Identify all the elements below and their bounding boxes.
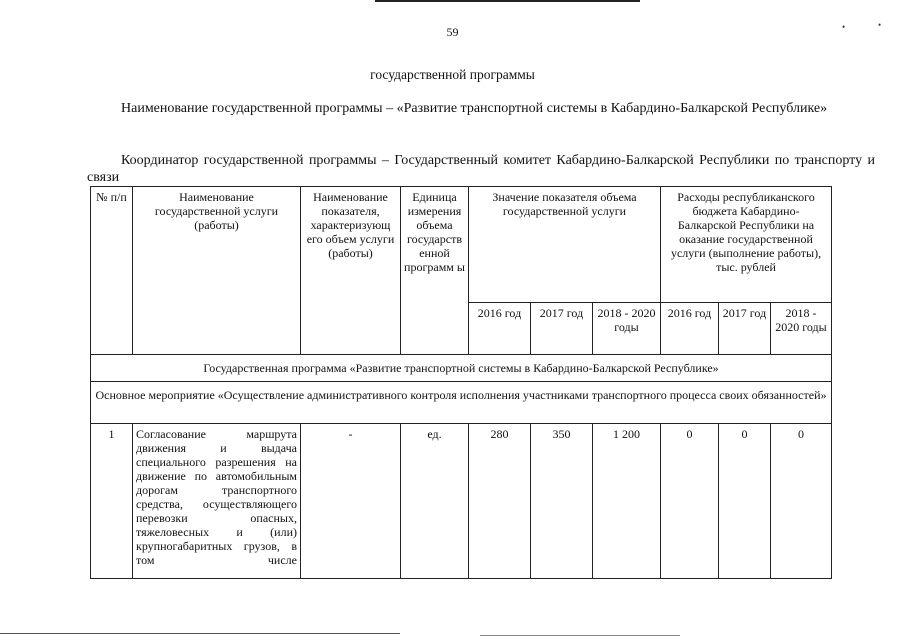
subsection-title: Основное мероприятие «Осуществление административного контроля исполнения участниками транспортного процесса своих обязанностей» (91, 382, 832, 424)
col-header-expense-2018-2020: 2018 - 2020 годы (771, 303, 832, 355)
top-rule (375, 0, 640, 2)
row-indicator: - (301, 424, 401, 579)
program-name: Наименование государственной программы – «Развитие транспортной системы в Кабардино-Балкарской Республике» (121, 101, 828, 116)
row-expense-2018-2020: 0 (771, 424, 832, 579)
section-title: Государственная программа «Развитие транспортной системы в Кабардино-Балкарской Республике» (91, 355, 832, 382)
col-header-volume-group: Значение показателя объема государственной услуги (469, 187, 661, 303)
row-volume-2016: 280 (469, 424, 531, 579)
scan-speck: • (878, 20, 882, 30)
page-heading: государственной программы (370, 67, 535, 82)
row-unit: ед. (401, 424, 469, 579)
page-number: 59 (446, 25, 459, 39)
services-table (90, 186, 832, 579)
row-volume-2018-2020: 1 200 (593, 424, 661, 579)
col-header-expense-2016: 2016 год (661, 303, 719, 355)
col-header-num: № п/п (91, 187, 133, 355)
row-volume-2017: 350 (531, 424, 593, 579)
bottom-rule (0, 633, 400, 634)
row-num: 1 (91, 424, 133, 579)
header-row-1 (91, 187, 832, 303)
col-header-expense-2017: 2017 год (719, 303, 771, 355)
col-header-service: Наименование государственной услуги (работы) (133, 187, 301, 355)
col-header-expense-group: Расходы республиканского бюджета Кабардино-Балкарской Республики на оказание государственной услуги (выполнение работы), тыс. рублей (661, 187, 832, 303)
row-expense-2017: 0 (719, 424, 771, 579)
col-header-volume-2017: 2017 год (531, 303, 593, 355)
col-header-unit: Единица измерения объема государств енной программ ы (401, 187, 469, 355)
program-coordinator: Координатор государственной программы – Государственный комитет Кабардино-Балкарской Республики по транспорту и связи (87, 153, 875, 185)
col-header-volume-2018-2020: 2018 - 2020 годы (593, 303, 661, 355)
section-row (91, 355, 832, 382)
subsection-row (91, 382, 832, 424)
row-service: Согласование маршрута движения и выдача специального разрешения на движение по автомобильным дорогам транспортного средства, осуществляющего перевозки опасных, тяжеловесных и (или) крупногабаритных грузов, в том числе (133, 424, 301, 579)
scan-speck: • (842, 22, 846, 32)
col-header-indicator: Наименование показателя, характеризующ его объем услуги (работы) (301, 187, 401, 355)
col-header-volume-2016: 2016 год (469, 303, 531, 355)
row-expense-2016: 0 (661, 424, 719, 579)
bottom-rule (480, 635, 680, 636)
table-row (91, 424, 832, 579)
